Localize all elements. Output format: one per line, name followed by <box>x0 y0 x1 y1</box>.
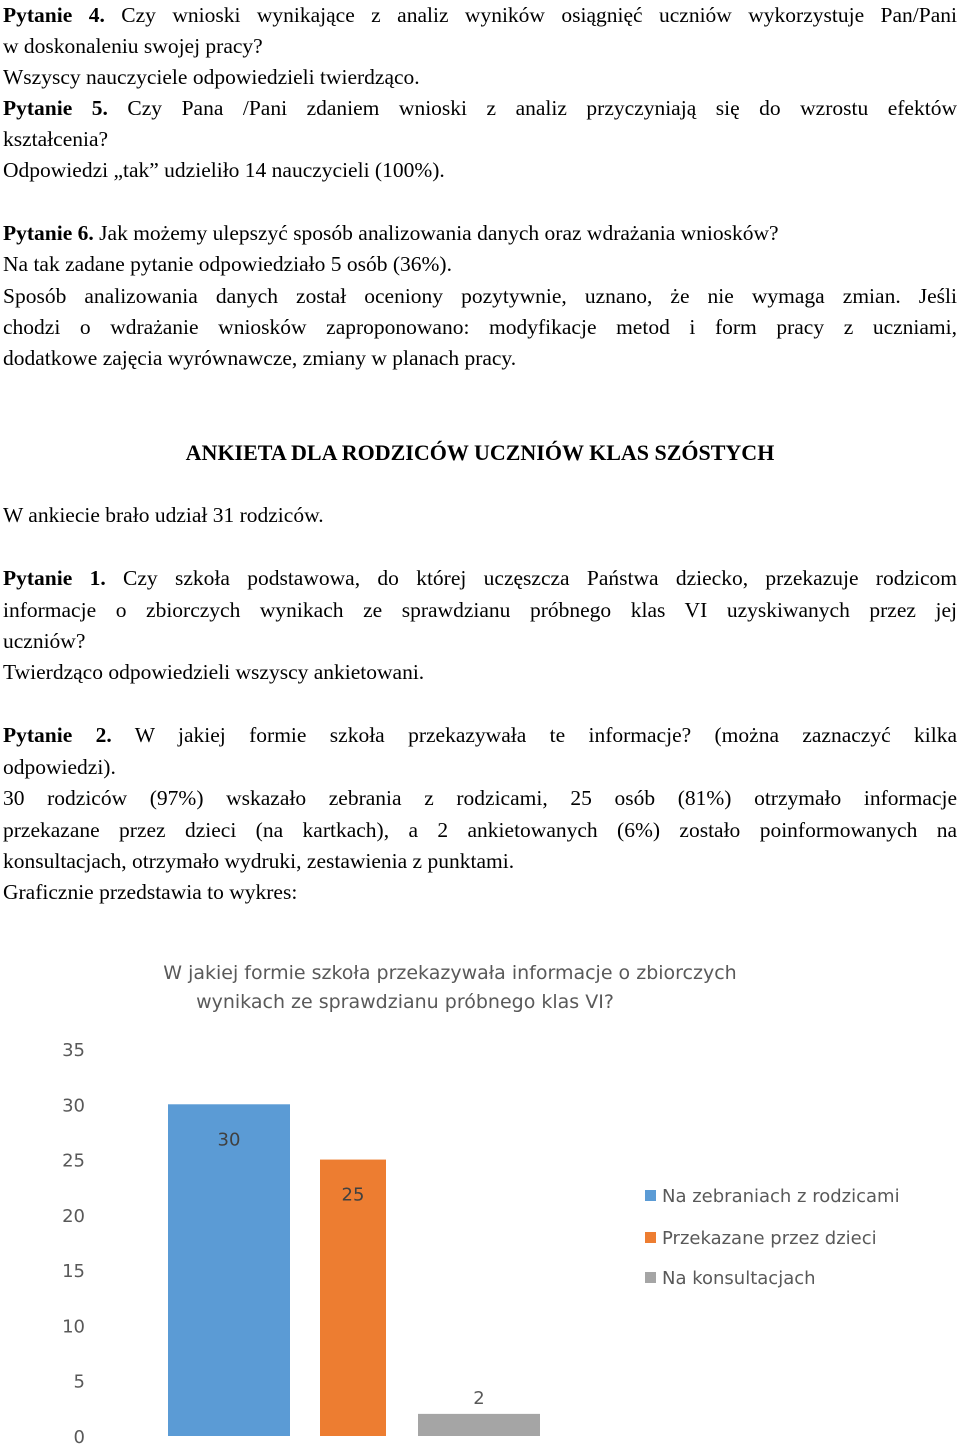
legend-label: Na konsultacjach <box>662 1268 816 1289</box>
question-6-line-2: Na tak zadane pytanie odpowiedziało 5 osób (36%). <box>3 252 452 276</box>
parent-question-2-answer-2: przekazane przez dzieci (na kartkach), a 2 ankietowanych (6%) zostało poinformowanych na <box>3 818 957 842</box>
y-tick-label: 35 <box>62 1040 85 1061</box>
question-6-line-3: Sposób analizowania danych został oceniony pozytywnie, uznano, że nie wymaga zmian. Jeśli <box>3 284 957 308</box>
parent-question-2-answer-3: konsultacjach, otrzymało wydruki, zestawienia z punktami. <box>3 849 515 873</box>
bar-3 <box>418 1414 540 1436</box>
legend-label: Przekazane przez dzieci <box>662 1228 877 1249</box>
question-4-line-1: Pytanie 4. Czy wnioski wynikające z analiz wyników osiągnięć uczniów wykorzystuje Pan/Pani <box>3 3 957 27</box>
chart-title-line-1: W jakiej formie szkoła przekazywała informacje o zbiorczych <box>163 962 737 984</box>
chart-title-line-2: wynikach ze sprawdzianu próbnego klas VI? <box>196 991 614 1013</box>
y-tick-label: 15 <box>62 1261 85 1283</box>
question-4-answer: Wszyscy nauczyciele odpowiedzieli twierdząco. <box>3 65 420 89</box>
parent-question-2-answer-1: 30 rodziców (97%) wskazało zebrania z rodzicami, 25 osób (81%) otrzymało informacje <box>3 786 957 810</box>
question-5-line-2: kształcenia? <box>3 127 109 151</box>
parent-question-2-answer-4: Graficznie przedstawia to wykres: <box>3 880 298 904</box>
y-tick-label: 25 <box>62 1150 85 1172</box>
parent-question-2-line-1: Pytanie 2. W jakiej formie szkoła przekazywała te informacje? (można zaznaczyć kilka <box>3 723 957 747</box>
legend-swatch <box>645 1272 656 1283</box>
bar-1 <box>168 1104 290 1436</box>
parent-question-1-line-3: uczniów? <box>3 629 86 653</box>
bar-value-label: 25 <box>341 1184 365 1206</box>
question-6-line-5: dodatkowe zajęcia wyrównawcze, zmiany w planach pracy. <box>3 346 517 370</box>
question-4-line-2: w doskonaleniu swojej pracy? <box>3 34 263 58</box>
parent-question-1-answer: Twierdząco odpowiedzieli wszyscy ankietowani. <box>3 660 425 684</box>
bar-chart <box>0 948 960 1444</box>
bars <box>168 1104 540 1436</box>
legend-label: Na zebraniach z rodzicami <box>662 1186 900 1207</box>
parent-question-2-label: Pytanie 2. <box>3 723 112 747</box>
y-tick-label: 0 <box>73 1427 85 1444</box>
y-tick-label: 30 <box>62 1095 85 1117</box>
legend-swatch <box>645 1190 656 1201</box>
bar-value-label: 30 <box>217 1129 241 1151</box>
y-tick-label: 5 <box>73 1371 85 1393</box>
question-6-label: Pytanie 6. <box>3 221 94 245</box>
question-5-line-1: Pytanie 5. Czy Pana /Pani zdaniem wnioski z analiz przyczyniają się do wzrostu efektów <box>3 96 957 120</box>
legend-swatch <box>645 1232 656 1243</box>
question-5-answer: Odpowiedzi „tak” udzieliło 14 nauczycieli (100%). <box>3 158 445 182</box>
y-tick-label: 10 <box>62 1316 85 1338</box>
question-4-label: Pytanie 4. <box>3 3 105 27</box>
legend <box>645 1186 900 1289</box>
section-title: ANKIETA DLA RODZICÓW UCZNIÓW KLAS SZÓSTYCH <box>185 440 775 465</box>
y-axis <box>62 1040 85 1444</box>
bar-value-label: 2 <box>473 1387 485 1409</box>
parent-question-1-label: Pytanie 1. <box>3 566 106 590</box>
parent-question-1-line-2: informacje o zbiorczych wynikach ze sprawdzianu próbnego klas VI uzyskiwanych przez jej <box>3 598 957 622</box>
y-tick-label: 20 <box>62 1205 85 1227</box>
parent-question-1-line-1: Pytanie 1. Czy szkoła podstawowa, do której uczęszcza Państwa dziecko, przekazuje rodzicom <box>3 566 957 590</box>
question-5-label: Pytanie 5. <box>3 96 108 120</box>
survey-intro: W ankiecie brało udział 31 rodziców. <box>3 503 324 527</box>
question-6-line-1: Pytanie 6. Jak możemy ulepszyć sposób analizowania danych oraz wdrażania wniosków? <box>3 221 779 245</box>
parent-question-2-line-2: odpowiedzi). <box>3 755 116 779</box>
question-6-line-4: chodzi o wdrażanie wniosków zaproponowano: modyfikacje metod i form pracy z uczniami, <box>3 315 957 339</box>
